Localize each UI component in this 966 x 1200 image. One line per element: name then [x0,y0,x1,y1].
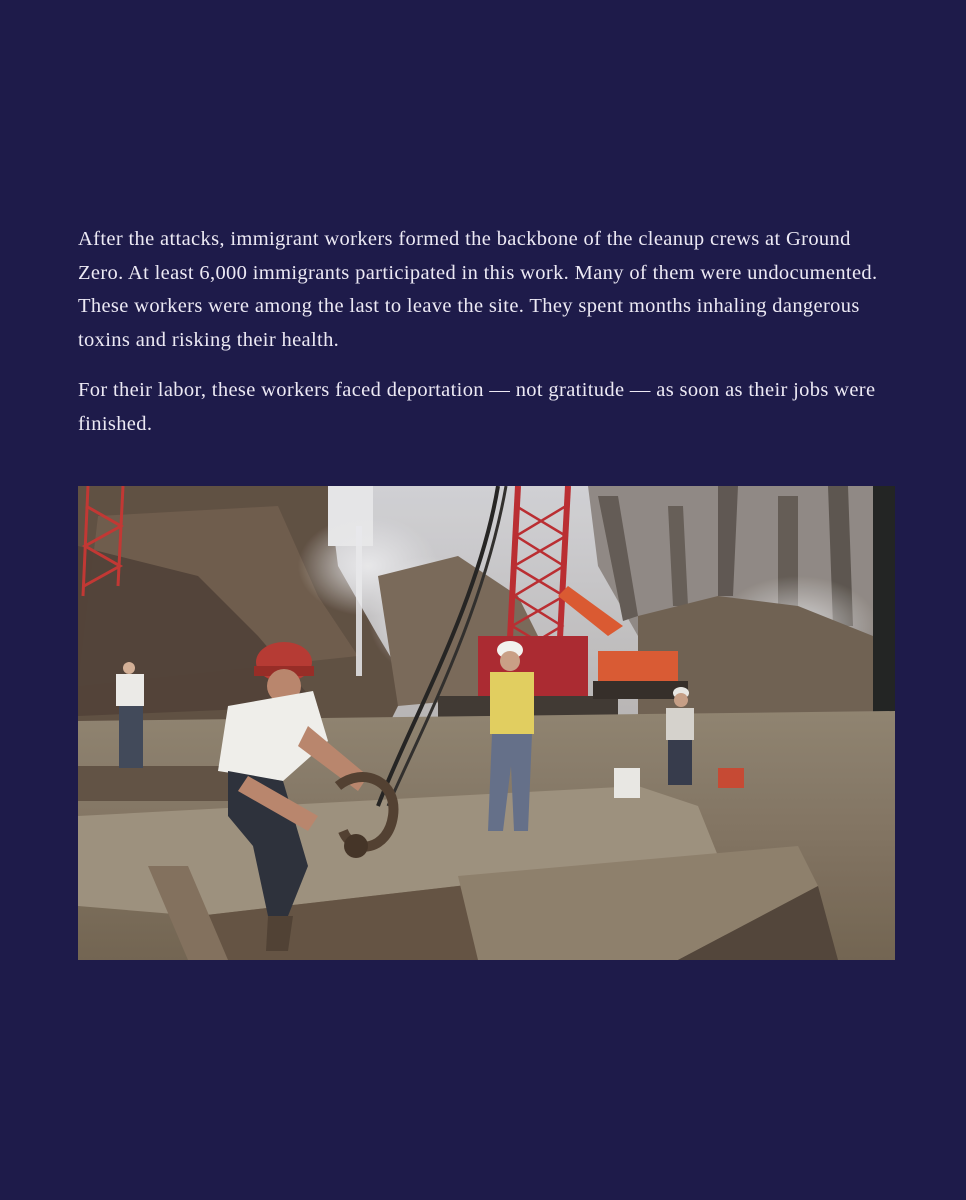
paragraph-2: For their labor, these workers faced deportation — not gratitude — as soon as their jobs were finished. [78,379,876,435]
paragraph-1: After the attacks, immigrant workers formed the backbone of the cleanup crews at Ground Zero. At least 6,000 immigrants participated in this work. Many of them were undocumented. These workers were among the last to leave the site. They spent months inhaling dangerous toxins and risking their health. [78,228,878,351]
ground-zero-cleanup-photo [78,486,895,960]
article-body [78,223,898,458]
